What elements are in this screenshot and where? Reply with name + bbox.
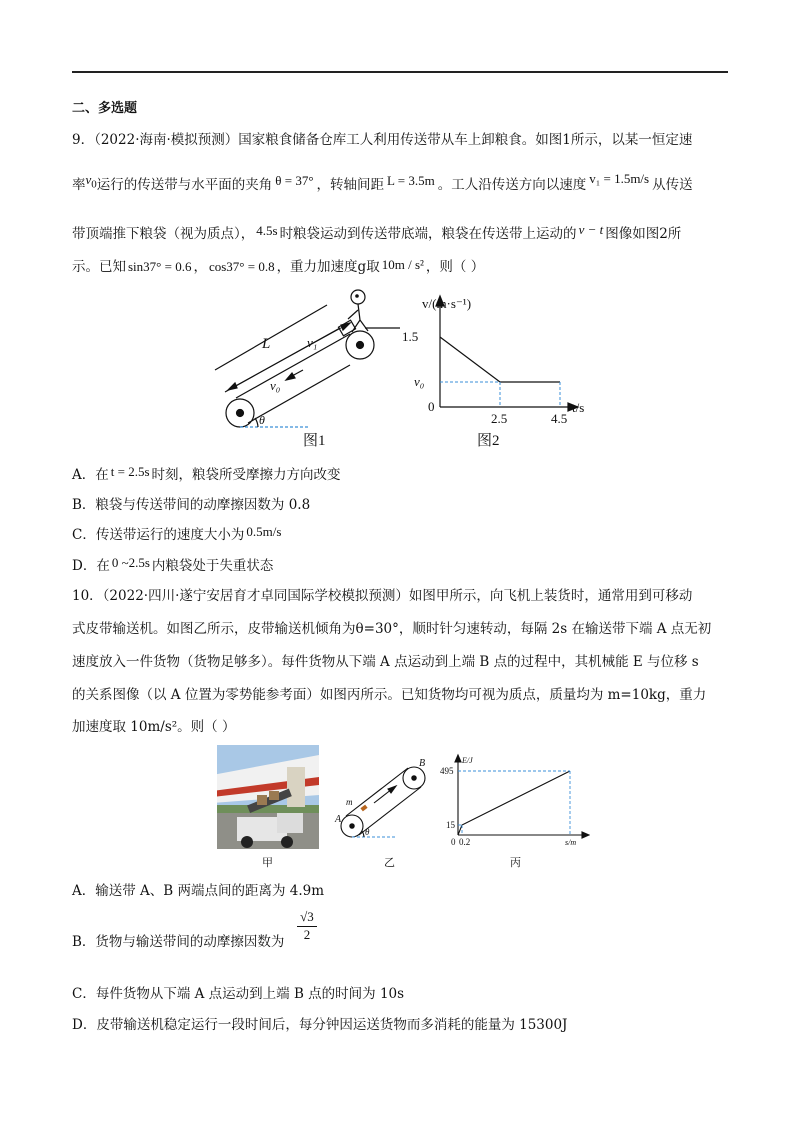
fig-jia-caption: 甲 — [262, 856, 273, 869]
fig-yi-label-A: A — [335, 814, 342, 825]
fig-yi-label-m: m — [346, 797, 353, 807]
q9-text: 示。已知 — [72, 259, 126, 275]
q9-option-c: C．传送带运行的速度大小为 0.5m/s — [72, 524, 282, 543]
es-line — [458, 771, 570, 835]
q10-option-c: C．每件货物从下端 A 点运动到上端 B 点的时间为 10s — [72, 986, 405, 1002]
vt-line — [440, 337, 560, 382]
fig1-label-v1: v₁ — [307, 335, 318, 350]
q9-text: 带顶端推下粮袋（视为质点）， — [72, 226, 255, 242]
fig2-caption: 图2 — [477, 433, 500, 449]
q9-option-a: A．在 t = 2.5s 时刻，粮袋所受摩擦力方向改变 — [72, 464, 341, 483]
vt-sym: v − t — [578, 222, 604, 237]
fraction-denominator: 2 — [303, 927, 311, 942]
fig2-tick-4.5: 4.5 — [551, 411, 568, 426]
t-eq: 4.5s — [256, 223, 278, 238]
q10-option-b: B．货物与输送带间的动摩擦因数为 — [72, 934, 285, 950]
q10-option-a: A．输送带 A、B 两端点间的距离为 4.9m — [72, 883, 325, 899]
top-rule — [72, 71, 728, 73]
q9-line-3 — [72, 222, 682, 243]
airplane-loading-photo — [217, 745, 319, 849]
cos-eq: cos37° = 0.8 — [208, 259, 275, 274]
mu-fraction — [297, 908, 317, 943]
q9-line-1: 9．（2022·海南·模拟预测）国家粮食储备仓库工人利用传送带从车上卸粮食。如图1所示，以某一恒定速 — [72, 132, 693, 148]
fig1-label-theta: θ — [259, 413, 265, 427]
v0-symbol: $v_0$ — [85, 172, 97, 191]
fig-yi-label-theta: θ — [365, 827, 370, 837]
fig1-label-v0: v₀ — [270, 378, 281, 393]
fig2-tick-v0: v₀ — [414, 374, 425, 389]
fig2-origin: 0 — [428, 399, 435, 414]
q10-line-1: 10．（2022·四川·遂宁安居育才卓同国际学校模拟预测）如图甲所示，向飞机上装货时，通常用到可移动 — [72, 588, 693, 604]
q9-text: ，重力加速度g取 — [276, 259, 380, 275]
q9-text: 从传送 — [652, 177, 693, 193]
fig-bing-tick-495: 495 — [440, 766, 454, 776]
fig-bing-caption: 丙 — [510, 856, 521, 869]
theta-eq: θ = 37° — [275, 173, 314, 188]
figure-1-conveyor — [200, 285, 410, 450]
q10-line-3: 速度放入一件货物（货物足够多）。每件货物从下端 A 点运动到上端 B 点的过程中，其机械能 E 与位移 s — [72, 654, 699, 670]
fig-bing-tick-0.2: 0.2 — [459, 837, 471, 847]
fig2-xlabel: t/s — [572, 400, 585, 415]
q9-text: 时粮袋运动到传送带底端，粮袋在传送带上运动的 — [279, 226, 577, 242]
figure-yi-conveyor — [332, 758, 442, 848]
q9-text: 图像如图2所 — [605, 226, 682, 242]
fig1-caption: 图1 — [303, 433, 326, 449]
figure-2-vt-graph — [400, 290, 600, 455]
fig-bing-origin: 0 — [451, 837, 456, 847]
v1-eq: v₁ = 1.5m/s — [589, 171, 650, 186]
fig-yi-label-B: B — [419, 758, 426, 769]
fig-bing-xlabel: s/m — [565, 838, 577, 847]
figure-bing-es-graph — [440, 752, 590, 852]
fig-bing-ylabel: E/J — [462, 756, 473, 765]
q10-line-2: 式皮带输送机。如图乙所示，皮带输送机倾角为θ=30°，顺时针匀速转动，每隔 2s 在输送带下端 A 点无初 — [72, 621, 712, 637]
q9-option-d: D．在 0 ~2.5s 内粮袋处于失重状态 — [72, 555, 274, 574]
q9-option-b: B．粮袋与传送带间的动摩擦因数为 0.8 — [72, 497, 311, 513]
fig-bing-tick-15: 15 — [446, 820, 455, 830]
q9-text: 。工人沿传送方向以速度 — [437, 177, 587, 193]
q10-option-d: D．皮带输送机稳定运行一段时间后，每分钟因运送货物而多消耗的能量为 15300J — [72, 1017, 568, 1033]
fig2-tick-2.5: 2.5 — [491, 411, 508, 426]
fig2-tick-1.5: 1.5 — [402, 329, 419, 344]
q9-line-2 — [72, 171, 693, 199]
q10-line-4: 的关系图像（以 A 位置为零势能参考面）如图丙所示。已知货物均可视为质点，质量均为 m=10kg，重力 — [72, 687, 707, 703]
g-eq: 10m / s² — [381, 257, 424, 272]
q9-text: ， — [193, 259, 207, 275]
section-title: 二、多选题 — [72, 101, 138, 116]
q9-text: 运行的传送带与水平面的夹角 — [96, 177, 273, 193]
q9-line-4 — [72, 258, 484, 276]
fig1-label-L: L — [262, 336, 271, 352]
q9-text: ，转轴间距 — [316, 177, 385, 193]
fraction-numerator: √3 — [297, 908, 317, 927]
fig-yi-caption: 乙 — [384, 856, 395, 869]
fig2-ylabel: v/(m·s⁻¹) — [422, 296, 472, 311]
q10-line-5: 加速度取 10m/s²。则（ ） — [72, 719, 236, 735]
q9-text: 率 — [72, 177, 86, 193]
L-eq: L = 3.5m — [387, 173, 435, 188]
q9-text: ，则（ ） — [425, 259, 485, 275]
sin-eq: sin37° = 0.6 — [128, 259, 192, 274]
